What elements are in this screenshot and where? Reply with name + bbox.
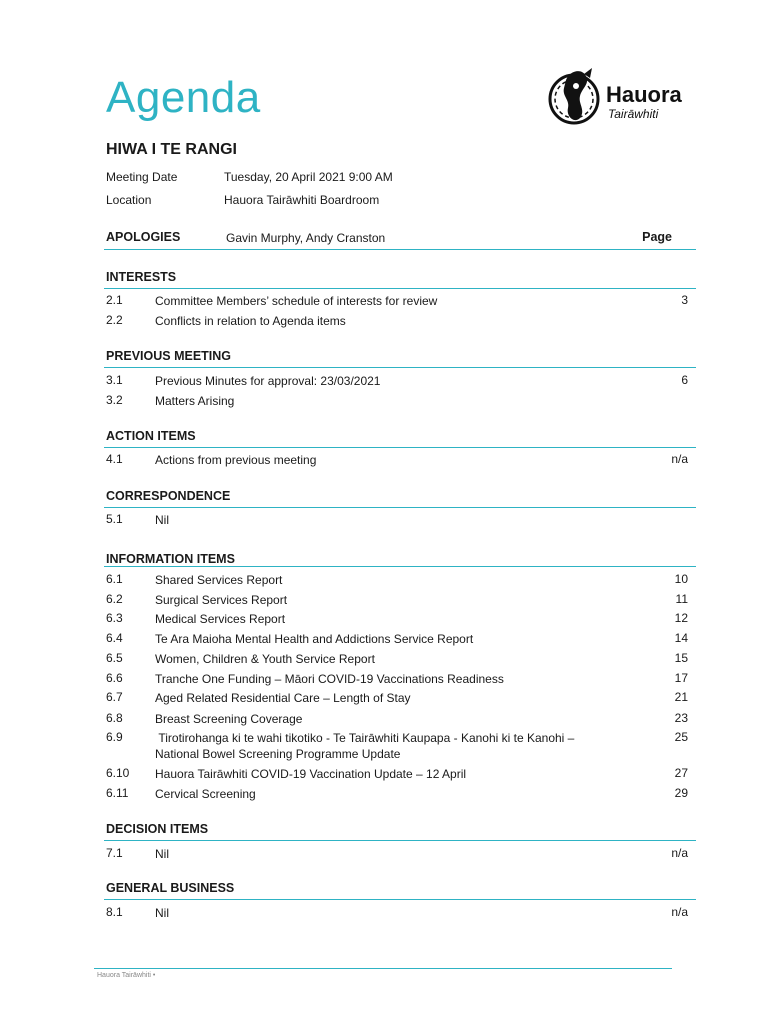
item-number: 2.2 (106, 313, 123, 327)
item-title: Shared Services Report (155, 573, 283, 587)
item-page: 11 (675, 592, 688, 606)
item-page: 10 (674, 572, 688, 586)
divider (104, 566, 696, 567)
item-title: Committee Members’ schedule of interests for review (155, 294, 438, 308)
item-title: Previous Minutes for approval: 23/03/2021 (155, 374, 381, 388)
item-number: 3.1 (106, 373, 123, 387)
section-heading-interests: INTERESTS (106, 270, 177, 284)
item-page: 15 (674, 651, 688, 665)
divider (104, 447, 696, 448)
item-page: n/a (671, 905, 688, 919)
item-page: 23 (674, 711, 688, 725)
item-page: 14 (674, 631, 688, 645)
item-title: Conflicts in relation to Agenda items (155, 314, 346, 328)
divider (104, 840, 696, 841)
item-title: Aged Related Residential Care – Length of Stay (155, 691, 411, 705)
section-heading-information-items: INFORMATION ITEMS (106, 552, 235, 566)
divider (104, 249, 696, 250)
item-number: 6.10 (106, 766, 130, 780)
item-title: Nil (155, 906, 169, 920)
item-title: Hauora Tairāwhiti COVID-19 Vaccination Update – 12 April (155, 767, 467, 781)
item-number: 6.9 (106, 730, 123, 744)
item-number: 8.1 (106, 905, 123, 919)
item-number: 6.6 (106, 671, 123, 685)
item-page: 21 (674, 690, 688, 704)
item-number: 5.1 (106, 512, 123, 526)
item-number: 6.3 (106, 611, 123, 625)
logo-subtitle: Tairāwhiti (608, 107, 659, 121)
location-label: Location (106, 193, 152, 207)
divider (104, 507, 696, 508)
apologies-label: APOLOGIES (106, 230, 181, 244)
item-title: Matters Arising (155, 394, 235, 408)
item-title: Medical Services Report (155, 612, 286, 626)
item-title: Nil (155, 513, 169, 527)
item-number: 2.1 (106, 293, 123, 307)
item-number: 6.1 (106, 572, 123, 586)
item-title: Breast Screening Coverage (155, 712, 303, 726)
location-value: Hauora Tairāwhiti Boardroom (224, 193, 380, 207)
item-title: Cervical Screening (155, 787, 256, 801)
item-number: 6.11 (106, 786, 129, 800)
item-number: 4.1 (106, 452, 123, 466)
divider (104, 899, 696, 900)
page-column-heading: Page (642, 230, 672, 244)
item-title: Te Ara Maioha Mental Health and Addictions Service Report (155, 632, 474, 646)
section-heading-decision-items: DECISION ITEMS (106, 822, 209, 836)
footer-text: Hauora Tairāwhiti • (97, 972, 156, 979)
section-heading-general-business: GENERAL BUSINESS (106, 881, 235, 895)
divider (104, 288, 696, 289)
item-number: 6.5 (106, 651, 123, 665)
item-number: 3.2 (106, 393, 123, 407)
item-number: 7.1 (106, 846, 123, 860)
item-page: 12 (674, 611, 688, 625)
hauora-logo (546, 66, 696, 128)
meeting-date-value: Tuesday, 20 April 2021 9:00 AM (224, 170, 393, 184)
footer-divider (94, 968, 672, 969)
section-heading-previous-meeting: PREVIOUS MEETING (106, 349, 232, 363)
item-number: 6.2 (106, 592, 123, 606)
apologies-value: Gavin Murphy, Andy Cranston (226, 231, 386, 245)
item-page: 3 (681, 293, 688, 307)
item-page: 27 (674, 766, 688, 780)
item-page: 17 (674, 671, 688, 685)
item-page: 6 (681, 373, 688, 387)
item-title: Tirotirohanga ki te wahi tikotiko - Te Tairāwhiti Kaupapa - Kanohi ki te Kanohi – National Bowel Screening Programme Update (155, 731, 578, 761)
item-title: Surgical Services Report (155, 593, 288, 607)
item-number: 6.8 (106, 711, 123, 725)
item-page: n/a (671, 452, 688, 466)
logo-name: Hauora (606, 82, 682, 107)
section-heading-correspondence: CORRESPONDENCE (106, 489, 231, 503)
section-heading-action-items: ACTION ITEMS (106, 429, 196, 443)
meeting-date-label: Meeting Date (106, 170, 178, 184)
item-number: 6.7 (106, 690, 123, 704)
koru-emblem-icon (546, 66, 604, 128)
page-title: Agenda (106, 73, 261, 122)
item-page: n/a (671, 846, 688, 860)
item-page: 25 (674, 730, 688, 744)
item-title: Tranche One Funding – Māori COVID-19 Vaccinations Readiness (155, 672, 504, 686)
item-page: 29 (674, 786, 688, 800)
meeting-name: HIWA I TE RANGI (106, 141, 237, 158)
item-title: Actions from previous meeting (155, 453, 317, 467)
divider (104, 367, 696, 368)
item-title: Nil (155, 847, 169, 861)
item-number: 6.4 (106, 631, 123, 645)
item-title: Women, Children & Youth Service Report (155, 652, 375, 666)
